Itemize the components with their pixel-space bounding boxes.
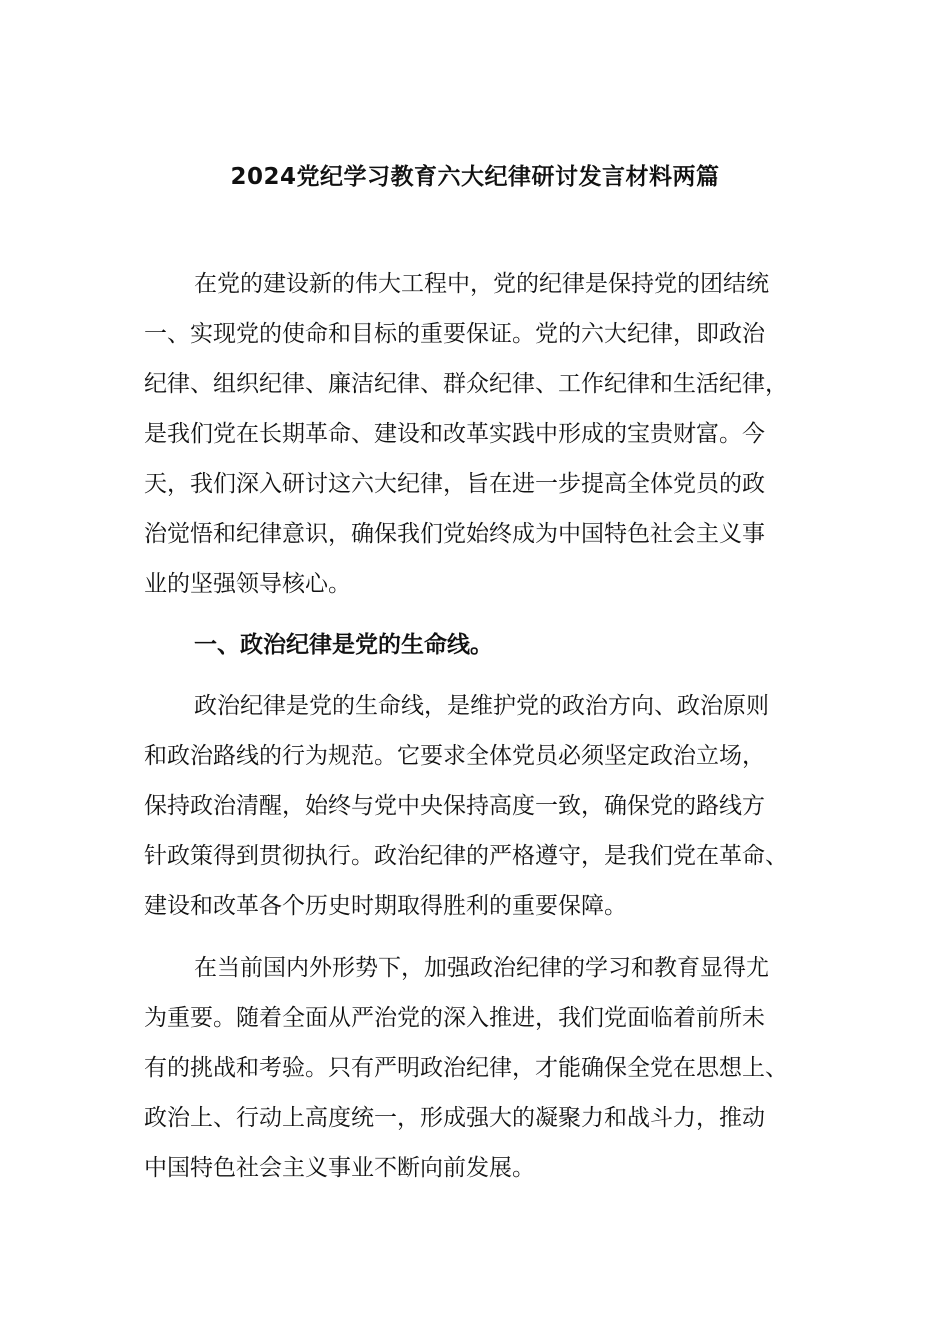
paragraph-line: 在党的建设新的伟大工程中，党的纪律是保持党的团结统: [194, 271, 769, 297]
intro-paragraph: [144, 259, 824, 609]
document-title: 2024党纪学习教育六大纪律研讨发言材料两篇: [230, 164, 720, 190]
paragraph-line: 政治纪律是党的生命线，是维护党的政治方向、政治原则: [194, 693, 769, 719]
paragraph-line: 政治上、行动上高度统一，形成强大的凝聚力和战斗力，推动: [144, 1105, 765, 1131]
paragraph-line: 针政策得到贯彻执行。政治纪律的严格遵守，是我们党在革命、: [144, 843, 788, 869]
paragraph-line: 一、实现党的使命和目标的重要保证。党的六大纪律，即政治: [144, 321, 765, 347]
paragraph-line: 有的挑战和考验。只有严明政治纪律，才能确保全党在思想上、: [144, 1055, 788, 1081]
paragraph-line: 治觉悟和纪律意识，确保我们党始终成为中国特色社会主义事: [144, 521, 765, 547]
section-heading: [144, 620, 824, 670]
paragraph-line: 是我们党在长期革命、建设和改革实践中形成的宝贵财富。今: [144, 421, 765, 447]
paragraph-line: 建设和改革各个历史时期取得胜利的重要保障。: [144, 893, 627, 919]
current-situation-paragraph: [144, 943, 824, 1193]
paragraph-line: 保持政治清醒，始终与党中央保持高度一致，确保党的路线方: [144, 793, 765, 819]
paragraph-line: 和政治路线的行为规范。它要求全体党员必须坚定政治立场，: [144, 743, 765, 769]
paragraph-line: 纪律、组织纪律、廉洁纪律、群众纪律、工作纪律和生活纪律，: [144, 371, 788, 397]
paragraph-line: 天，我们深入研讨这六大纪律，旨在进一步提高全体党员的政: [144, 471, 765, 497]
paragraph-line: 业的坚强领导核心。: [144, 571, 351, 597]
paragraph-line: 为重要。随着全面从严治党的深入推进，我们党面临着前所未: [144, 1005, 765, 1031]
political-discipline-paragraph: [144, 681, 824, 931]
paragraph-line: 中国特色社会主义事业不断向前发展。: [144, 1155, 535, 1181]
section-heading-text: 一、政治纪律是党的生命线。: [194, 632, 493, 658]
paragraph-line: 在当前国内外形势下，加强政治纪律的学习和教育显得尤: [194, 955, 769, 981]
